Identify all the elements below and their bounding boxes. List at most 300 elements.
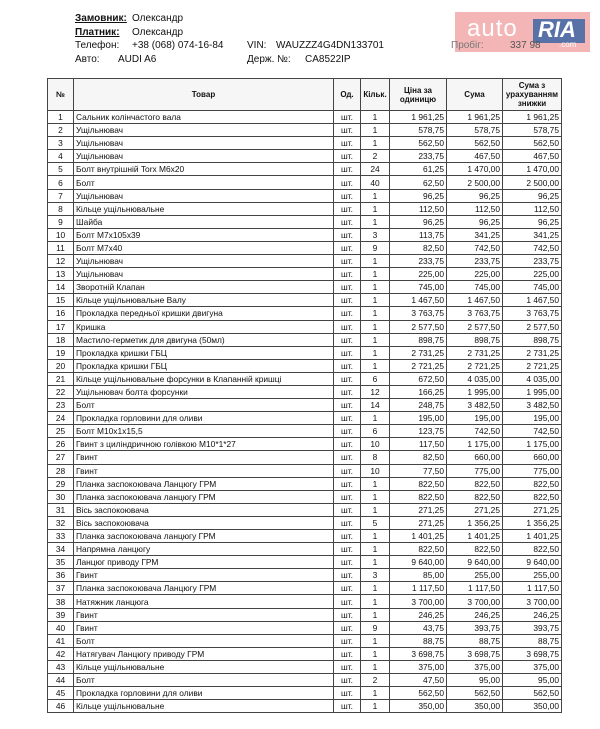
table-row bbox=[48, 307, 562, 320]
cell-unit: шт. bbox=[334, 634, 361, 647]
cell-item: Гвинт bbox=[74, 569, 334, 582]
cell-sum: 3 482,50 bbox=[447, 399, 503, 412]
cell-price: 9 640,00 bbox=[390, 556, 447, 569]
table-row bbox=[48, 241, 562, 254]
cell-discounted-sum: 1 175,00 bbox=[503, 438, 562, 451]
cell-number: 44 bbox=[48, 674, 74, 687]
cell-price: 47,50 bbox=[390, 674, 447, 687]
cell-sum: 1 401,25 bbox=[447, 530, 503, 543]
cell-qty: 1 bbox=[361, 412, 390, 425]
cell-price: 562,50 bbox=[390, 137, 447, 150]
cell-item: Натягувач Ланцюгу приводу ГРМ bbox=[74, 647, 334, 660]
cell-sum: 2 721,25 bbox=[447, 359, 503, 372]
cell-qty: 1 bbox=[361, 333, 390, 346]
cell-unit: шт. bbox=[334, 163, 361, 176]
cell-number: 30 bbox=[48, 490, 74, 503]
cell-sum: 246,25 bbox=[447, 608, 503, 621]
cell-unit: шт. bbox=[334, 241, 361, 254]
cell-unit: шт. bbox=[334, 228, 361, 241]
cell-discounted-sum: 393,75 bbox=[503, 621, 562, 634]
cell-unit: шт. bbox=[334, 687, 361, 700]
items-table bbox=[47, 78, 562, 713]
cell-item: Напрямна ланцюгу bbox=[74, 543, 334, 556]
cell-unit: шт. bbox=[334, 281, 361, 294]
cell-sum: 4 035,00 bbox=[447, 372, 503, 385]
vin-value: WAUZZZ4G4DN133701 bbox=[276, 40, 384, 51]
cell-item: Планка заспокоювача Ланцюгу ГРМ bbox=[74, 582, 334, 595]
col-header-number: № bbox=[48, 79, 74, 111]
cell-sum: 742,50 bbox=[447, 425, 503, 438]
table-row bbox=[48, 503, 562, 516]
cell-unit: шт. bbox=[334, 176, 361, 189]
cell-item: Мастило-герметик для двигуна (50мл) bbox=[74, 333, 334, 346]
table-row bbox=[48, 228, 562, 241]
cell-price: 1 117,50 bbox=[390, 582, 447, 595]
table-row bbox=[48, 202, 562, 215]
cell-item: Кільце ущільнювальне Валу bbox=[74, 294, 334, 307]
customer-value: Олександр bbox=[132, 13, 184, 24]
col-header-price: Ціна за одиницю bbox=[390, 79, 447, 111]
cell-sum: 255,00 bbox=[447, 569, 503, 582]
cell-price: 562,50 bbox=[390, 687, 447, 700]
cell-discounted-sum: 1 401,25 bbox=[503, 530, 562, 543]
customer-label: Замовник: bbox=[75, 13, 127, 24]
cell-sum: 393,75 bbox=[447, 621, 503, 634]
car-value: AUDI A6 bbox=[118, 54, 157, 65]
cell-number: 21 bbox=[48, 372, 74, 385]
cell-qty: 1 bbox=[361, 582, 390, 595]
cell-price: 246,25 bbox=[390, 608, 447, 621]
cell-item: Болт bbox=[74, 176, 334, 189]
car-label: Авто: bbox=[75, 54, 100, 65]
mileage-label: Пробіг: bbox=[451, 40, 484, 51]
cell-unit: шт. bbox=[334, 124, 361, 137]
cell-item: Ущільнювач bbox=[74, 150, 334, 163]
cell-unit: шт. bbox=[334, 516, 361, 529]
cell-unit: шт. bbox=[334, 660, 361, 673]
cell-qty: 1 bbox=[361, 215, 390, 228]
cell-qty: 1 bbox=[361, 137, 390, 150]
cell-unit: шт. bbox=[334, 202, 361, 215]
table-row bbox=[48, 425, 562, 438]
cell-item: Ущільнювач bbox=[74, 189, 334, 202]
table-row bbox=[48, 176, 562, 189]
cell-discounted-sum: 1 356,25 bbox=[503, 516, 562, 529]
cell-price: 822,50 bbox=[390, 477, 447, 490]
col-header-qty: Кільк. bbox=[361, 79, 390, 111]
cell-unit: шт. bbox=[334, 189, 361, 202]
cell-sum: 578,75 bbox=[447, 124, 503, 137]
cell-item: Прокладка кришки ГБЦ bbox=[74, 359, 334, 372]
cell-price: 112,50 bbox=[390, 202, 447, 215]
cell-number: 27 bbox=[48, 451, 74, 464]
cell-sum: 9 640,00 bbox=[447, 556, 503, 569]
phone-value: +38 (068) 074-16-84 bbox=[132, 40, 224, 51]
table-row bbox=[48, 621, 562, 634]
cell-unit: шт. bbox=[334, 477, 361, 490]
cell-price: 82,50 bbox=[390, 241, 447, 254]
cell-number: 20 bbox=[48, 359, 74, 372]
cell-qty: 3 bbox=[361, 569, 390, 582]
cell-price: 248,75 bbox=[390, 399, 447, 412]
table-row bbox=[48, 582, 562, 595]
cell-number: 37 bbox=[48, 582, 74, 595]
cell-sum: 775,00 bbox=[447, 464, 503, 477]
cell-unit: шт. bbox=[334, 346, 361, 359]
cell-sum: 1 470,00 bbox=[447, 163, 503, 176]
cell-price: 85,00 bbox=[390, 569, 447, 582]
cell-qty: 9 bbox=[361, 241, 390, 254]
cell-item: Ущільнювач bbox=[74, 137, 334, 150]
cell-item: Зворотній Клапан bbox=[74, 281, 334, 294]
cell-sum: 467,50 bbox=[447, 150, 503, 163]
table-body bbox=[48, 111, 562, 713]
cell-item: Ущільнювач bbox=[74, 268, 334, 281]
cell-item: Сальник колінчастого вала bbox=[74, 111, 334, 124]
cell-qty: 1 bbox=[361, 530, 390, 543]
cell-price: 2 731,25 bbox=[390, 346, 447, 359]
table-row bbox=[48, 215, 562, 228]
cell-price: 2 721,25 bbox=[390, 359, 447, 372]
cell-discounted-sum: 562,50 bbox=[503, 687, 562, 700]
cell-price: 745,00 bbox=[390, 281, 447, 294]
cell-number: 25 bbox=[48, 425, 74, 438]
cell-qty: 1 bbox=[361, 320, 390, 333]
logo-text-ria: RIA bbox=[538, 17, 576, 42]
cell-sum: 660,00 bbox=[447, 451, 503, 464]
cell-sum: 375,00 bbox=[447, 660, 503, 673]
cell-sum: 195,00 bbox=[447, 412, 503, 425]
cell-discounted-sum: 742,50 bbox=[503, 241, 562, 254]
plate-label: Держ. №: bbox=[247, 54, 291, 65]
mileage-value: 337 98 bbox=[510, 40, 541, 51]
cell-number: 39 bbox=[48, 608, 74, 621]
cell-number: 36 bbox=[48, 569, 74, 582]
cell-qty: 12 bbox=[361, 385, 390, 398]
cell-number: 13 bbox=[48, 268, 74, 281]
logo-text-auto: auto bbox=[467, 15, 518, 42]
cell-item: Болт внутрішній Torx M6x20 bbox=[74, 163, 334, 176]
cell-unit: шт. bbox=[334, 451, 361, 464]
cell-sum: 2 500,00 bbox=[447, 176, 503, 189]
cell-price: 82,50 bbox=[390, 451, 447, 464]
cell-discounted-sum: 341,25 bbox=[503, 228, 562, 241]
cell-sum: 1 995,00 bbox=[447, 385, 503, 398]
cell-sum: 1 175,00 bbox=[447, 438, 503, 451]
cell-number: 35 bbox=[48, 556, 74, 569]
cell-price: 350,00 bbox=[390, 700, 447, 713]
cell-number: 2 bbox=[48, 124, 74, 137]
cell-qty: 1 bbox=[361, 595, 390, 608]
cell-item: Планка заспокоювача ланцюгу ГРМ bbox=[74, 490, 334, 503]
cell-unit: шт. bbox=[334, 608, 361, 621]
table-row bbox=[48, 399, 562, 412]
table-row bbox=[48, 294, 562, 307]
cell-sum: 1 961,25 bbox=[447, 111, 503, 124]
cell-number: 1 bbox=[48, 111, 74, 124]
cell-item: Планка заспокоювача Ланцюгу ГРМ bbox=[74, 477, 334, 490]
col-header-unit: Од. bbox=[334, 79, 361, 111]
cell-price: 233,75 bbox=[390, 150, 447, 163]
cell-sum: 822,50 bbox=[447, 477, 503, 490]
cell-sum: 562,50 bbox=[447, 137, 503, 150]
cell-qty: 3 bbox=[361, 228, 390, 241]
table-row bbox=[48, 543, 562, 556]
table-row bbox=[48, 464, 562, 477]
cell-item: Кільце ущільнювальне bbox=[74, 700, 334, 713]
cell-price: 2 577,50 bbox=[390, 320, 447, 333]
table-row bbox=[48, 451, 562, 464]
cell-price: 43,75 bbox=[390, 621, 447, 634]
vin-label: VIN: bbox=[247, 40, 267, 51]
cell-discounted-sum: 88,75 bbox=[503, 634, 562, 647]
cell-number: 5 bbox=[48, 163, 74, 176]
table-row bbox=[48, 490, 562, 503]
cell-unit: шт. bbox=[334, 503, 361, 516]
cell-qty: 1 bbox=[361, 660, 390, 673]
cell-price: 271,25 bbox=[390, 516, 447, 529]
table-row bbox=[48, 687, 562, 700]
cell-discounted-sum: 562,50 bbox=[503, 137, 562, 150]
cell-item: Кільце ущільнювальне bbox=[74, 202, 334, 215]
col-header-item: Товар bbox=[74, 79, 334, 111]
cell-discounted-sum: 95,00 bbox=[503, 674, 562, 687]
cell-number: 3 bbox=[48, 137, 74, 150]
cell-item: Вісь заспокоювача bbox=[74, 503, 334, 516]
cell-discounted-sum: 1 961,25 bbox=[503, 111, 562, 124]
cell-price: 117,50 bbox=[390, 438, 447, 451]
cell-unit: шт. bbox=[334, 674, 361, 687]
cell-number: 11 bbox=[48, 241, 74, 254]
table-row bbox=[48, 700, 562, 713]
cell-sum: 233,75 bbox=[447, 255, 503, 268]
cell-qty: 6 bbox=[361, 372, 390, 385]
cell-unit: шт. bbox=[334, 268, 361, 281]
table-row bbox=[48, 150, 562, 163]
cell-sum: 742,50 bbox=[447, 241, 503, 254]
col-header-sum: Сума bbox=[447, 79, 503, 111]
cell-unit: шт. bbox=[334, 700, 361, 713]
cell-sum: 88,75 bbox=[447, 634, 503, 647]
cell-discounted-sum: 271,25 bbox=[503, 503, 562, 516]
cell-item: Прокладка передньої кришки двигуна bbox=[74, 307, 334, 320]
cell-discounted-sum: 255,00 bbox=[503, 569, 562, 582]
cell-price: 96,25 bbox=[390, 189, 447, 202]
cell-qty: 5 bbox=[361, 516, 390, 529]
cell-qty: 10 bbox=[361, 464, 390, 477]
cell-number: 19 bbox=[48, 346, 74, 359]
cell-discounted-sum: 745,00 bbox=[503, 281, 562, 294]
cell-number: 32 bbox=[48, 516, 74, 529]
cell-unit: шт. bbox=[334, 320, 361, 333]
cell-qty: 9 bbox=[361, 621, 390, 634]
cell-price: 1 467,50 bbox=[390, 294, 447, 307]
cell-sum: 822,50 bbox=[447, 490, 503, 503]
cell-qty: 1 bbox=[361, 490, 390, 503]
cell-unit: шт. bbox=[334, 412, 361, 425]
cell-discounted-sum: 775,00 bbox=[503, 464, 562, 477]
cell-price: 822,50 bbox=[390, 543, 447, 556]
table-row bbox=[48, 124, 562, 137]
table-row bbox=[48, 477, 562, 490]
cell-number: 42 bbox=[48, 647, 74, 660]
cell-item: Ланцюг приводу ГРМ bbox=[74, 556, 334, 569]
cell-unit: шт. bbox=[334, 647, 361, 660]
cell-qty: 1 bbox=[361, 700, 390, 713]
cell-discounted-sum: 195,00 bbox=[503, 412, 562, 425]
cell-price: 166,25 bbox=[390, 385, 447, 398]
cell-discounted-sum: 822,50 bbox=[503, 477, 562, 490]
cell-item: Шайба bbox=[74, 215, 334, 228]
cell-discounted-sum: 225,00 bbox=[503, 268, 562, 281]
table-header-row bbox=[48, 79, 562, 111]
table-row bbox=[48, 163, 562, 176]
cell-number: 40 bbox=[48, 621, 74, 634]
cell-price: 578,75 bbox=[390, 124, 447, 137]
cell-discounted-sum: 246,25 bbox=[503, 608, 562, 621]
cell-item: Болт bbox=[74, 399, 334, 412]
cell-price: 898,75 bbox=[390, 333, 447, 346]
cell-qty: 1 bbox=[361, 307, 390, 320]
cell-discounted-sum: 96,25 bbox=[503, 189, 562, 202]
col-header-discounted-sum: Сума з урахуванням знижки bbox=[503, 79, 562, 111]
cell-discounted-sum: 898,75 bbox=[503, 333, 562, 346]
cell-discounted-sum: 2 577,50 bbox=[503, 320, 562, 333]
cell-number: 38 bbox=[48, 595, 74, 608]
cell-sum: 3 698,75 bbox=[447, 647, 503, 660]
cell-discounted-sum: 2 500,00 bbox=[503, 176, 562, 189]
cell-sum: 96,25 bbox=[447, 215, 503, 228]
logo-text-com: .com bbox=[559, 40, 577, 49]
cell-qty: 1 bbox=[361, 634, 390, 647]
cell-discounted-sum: 2 721,25 bbox=[503, 359, 562, 372]
cell-discounted-sum: 375,00 bbox=[503, 660, 562, 673]
cell-qty: 1 bbox=[361, 255, 390, 268]
cell-discounted-sum: 112,50 bbox=[503, 202, 562, 215]
cell-sum: 96,25 bbox=[447, 189, 503, 202]
cell-number: 46 bbox=[48, 700, 74, 713]
cell-price: 3 763,75 bbox=[390, 307, 447, 320]
cell-unit: шт. bbox=[334, 372, 361, 385]
cell-number: 34 bbox=[48, 543, 74, 556]
cell-item: Ущільнювач bbox=[74, 124, 334, 137]
cell-unit: шт. bbox=[334, 307, 361, 320]
cell-number: 41 bbox=[48, 634, 74, 647]
cell-discounted-sum: 3 763,75 bbox=[503, 307, 562, 320]
cell-unit: шт. bbox=[334, 556, 361, 569]
table-row bbox=[48, 595, 562, 608]
table-row bbox=[48, 660, 562, 673]
cell-discounted-sum: 4 035,00 bbox=[503, 372, 562, 385]
cell-unit: шт. bbox=[334, 111, 361, 124]
cell-sum: 350,00 bbox=[447, 700, 503, 713]
cell-number: 15 bbox=[48, 294, 74, 307]
cell-discounted-sum: 578,75 bbox=[503, 124, 562, 137]
cell-discounted-sum: 1 117,50 bbox=[503, 582, 562, 595]
cell-price: 3 698,75 bbox=[390, 647, 447, 660]
cell-qty: 1 bbox=[361, 202, 390, 215]
cell-price: 1 961,25 bbox=[390, 111, 447, 124]
cell-discounted-sum: 3 700,00 bbox=[503, 595, 562, 608]
cell-sum: 1 356,25 bbox=[447, 516, 503, 529]
plate-value: CA8522IP bbox=[305, 54, 351, 65]
cell-discounted-sum: 822,50 bbox=[503, 543, 562, 556]
cell-discounted-sum: 1 467,50 bbox=[503, 294, 562, 307]
cell-discounted-sum: 742,50 bbox=[503, 425, 562, 438]
table-row bbox=[48, 333, 562, 346]
cell-item: Гвинт bbox=[74, 451, 334, 464]
cell-item: Болт bbox=[74, 634, 334, 647]
cell-unit: шт. bbox=[334, 595, 361, 608]
cell-discounted-sum: 96,25 bbox=[503, 215, 562, 228]
table-row bbox=[48, 268, 562, 281]
cell-number: 10 bbox=[48, 228, 74, 241]
cell-item: Планка заспокоювача ланцюгу ГРМ bbox=[74, 530, 334, 543]
cell-unit: шт. bbox=[334, 438, 361, 451]
cell-item: Ущільнювач болта форсунки bbox=[74, 385, 334, 398]
cell-number: 14 bbox=[48, 281, 74, 294]
cell-item: Гвинт bbox=[74, 621, 334, 634]
table-row bbox=[48, 320, 562, 333]
cell-unit: шт. bbox=[334, 530, 361, 543]
cell-unit: шт. bbox=[334, 359, 361, 372]
cell-qty: 6 bbox=[361, 425, 390, 438]
cell-number: 24 bbox=[48, 412, 74, 425]
table-row bbox=[48, 385, 562, 398]
cell-item: Гвинт з циліндричною голівкою M10*1*27 bbox=[74, 438, 334, 451]
cell-qty: 1 bbox=[361, 111, 390, 124]
cell-discounted-sum: 9 640,00 bbox=[503, 556, 562, 569]
cell-unit: шт. bbox=[334, 294, 361, 307]
cell-unit: шт. bbox=[334, 490, 361, 503]
cell-unit: шт. bbox=[334, 255, 361, 268]
cell-item: Кільце ущільнювальне форсунки в Клапанній кришці bbox=[74, 372, 334, 385]
cell-qty: 1 bbox=[361, 608, 390, 621]
cell-qty: 1 bbox=[361, 294, 390, 307]
cell-sum: 822,50 bbox=[447, 543, 503, 556]
table-row bbox=[48, 530, 562, 543]
cell-item: Гвинт bbox=[74, 608, 334, 621]
cell-number: 31 bbox=[48, 503, 74, 516]
cell-price: 88,75 bbox=[390, 634, 447, 647]
cell-number: 26 bbox=[48, 438, 74, 451]
cell-qty: 2 bbox=[361, 150, 390, 163]
cell-discounted-sum: 3 482,50 bbox=[503, 399, 562, 412]
cell-price: 195,00 bbox=[390, 412, 447, 425]
table-row bbox=[48, 111, 562, 124]
cell-item: Болт M10x1x15,5 bbox=[74, 425, 334, 438]
cell-unit: шт. bbox=[334, 137, 361, 150]
cell-sum: 562,50 bbox=[447, 687, 503, 700]
cell-discounted-sum: 822,50 bbox=[503, 490, 562, 503]
cell-qty: 8 bbox=[361, 451, 390, 464]
table-row bbox=[48, 556, 562, 569]
cell-item: Прокладка горловини для оливи bbox=[74, 687, 334, 700]
table-row bbox=[48, 569, 562, 582]
cell-price: 61,25 bbox=[390, 163, 447, 176]
cell-discounted-sum: 2 731,25 bbox=[503, 346, 562, 359]
cell-number: 7 bbox=[48, 189, 74, 202]
table-row bbox=[48, 281, 562, 294]
cell-discounted-sum: 1 470,00 bbox=[503, 163, 562, 176]
cell-number: 45 bbox=[48, 687, 74, 700]
cell-number: 9 bbox=[48, 215, 74, 228]
table-row bbox=[48, 438, 562, 451]
table-row bbox=[48, 516, 562, 529]
cell-qty: 14 bbox=[361, 399, 390, 412]
cell-qty: 1 bbox=[361, 687, 390, 700]
cell-sum: 1 467,50 bbox=[447, 294, 503, 307]
